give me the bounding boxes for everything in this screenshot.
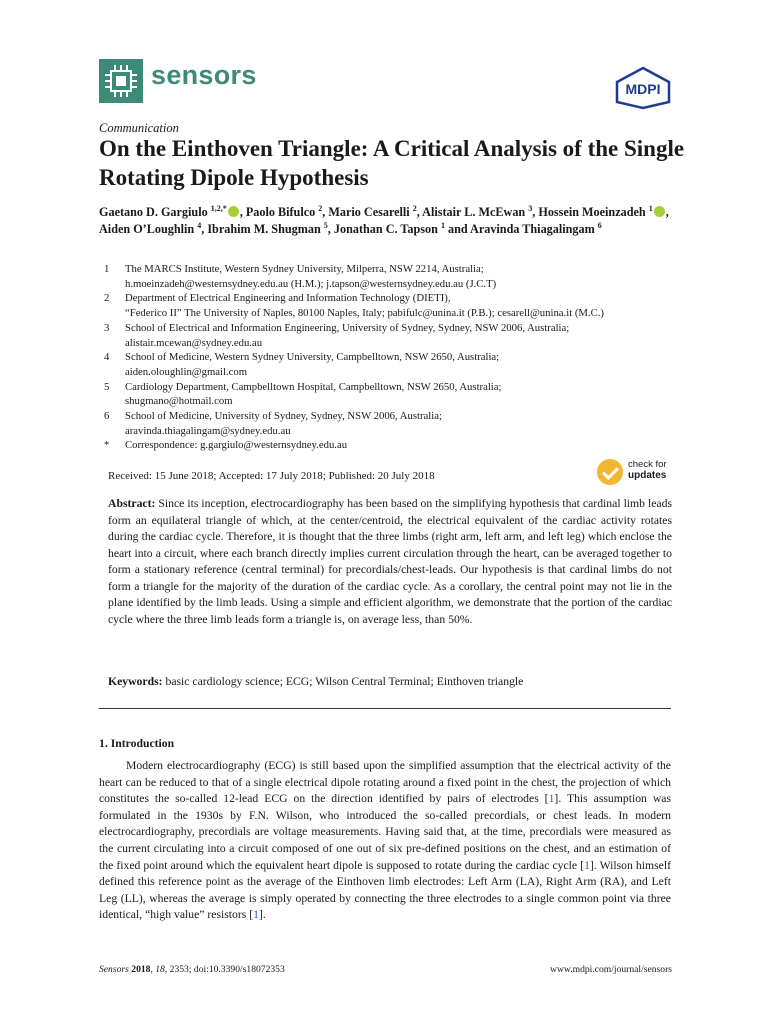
check-updates-line2: updates: [628, 470, 667, 481]
abstract-text: Since its inception, electrocardiography has been based on the simplifying hypothesis that cardinal limb leads form an equilateral triangle of which, at the center/centroid, the electrical equivalent of the cardiac activity rotates during the cardiac cycle. Therefore, it is thought that the three limbs (right arm, left arm, and left leg) which enclose the heart into a circuit, where each branch directly implies current circulation through the heart, can be averaged together to form a stationary reference (central terminal) for precordials/chest-leads. Our hypothesis is that cardinal limbs do not form a triangle for the majority of the duration of the cardiac cycle. As a corollary, the central point may not lie in the plane identified by the limb leads. Using a simple and efficient algorithm, we demonstrate that the portion of the cardiac cycle where the three limb leads form a triangle is, on average less, than 50%.: [108, 497, 673, 626]
affiliation-line: Cardiology Department, Campbelltown Hospital, Campbelltown, NSW 2650, Australia;: [125, 380, 502, 393]
author-list: [99, 204, 679, 238]
author-separator: ,: [239, 205, 246, 219]
publication-dates: Received: 15 June 2018; Accepted: 17 July 2018; Published: 20 July 2018: [108, 470, 435, 482]
citation-link[interactable]: 1: [584, 858, 590, 872]
orcid-icon[interactable]: [654, 206, 665, 217]
author-name[interactable]: Ibrahim M. Shugman: [207, 222, 321, 236]
check-for-updates-badge[interactable]: [597, 457, 675, 487]
author-affiliation-sup: 1: [440, 220, 445, 230]
author-name[interactable]: Jonathan C. Tapson: [333, 222, 438, 236]
author-name[interactable]: Hossein Moeinzadeh: [538, 205, 646, 219]
citation-link[interactable]: 1: [253, 908, 260, 922]
affiliation-line: h.moeinzadeh@westernsydney.edu.au (H.M.); j.tapson@westernsydney.edu.au (J.C.T): [125, 277, 497, 290]
keywords-text: basic cardiology science; ECG; Wilson Central Terminal; Einthoven triangle: [165, 675, 524, 688]
mdpi-logo: [613, 66, 673, 110]
section-title: Introduction: [110, 737, 175, 750]
article-title: On the Einthoven Triangle: A Critical Analysis of the Single Rotating Dipole Hypothesis: [99, 136, 685, 190]
author-affiliation-sup: 2: [412, 203, 417, 213]
article-type: Communication: [99, 121, 179, 135]
affiliation-line: shugmano@hotmail.com: [125, 395, 233, 408]
footer-doi: , 2353; doi:10.3390/s18072353: [164, 964, 285, 975]
check-updates-line1: check for: [628, 459, 667, 470]
affiliation-line: Correspondence: g.gargiulo@westernsydney.edu.au: [125, 439, 348, 452]
affiliation-item: [99, 438, 679, 453]
affiliation-line: aravinda.thiagalingam@sydney.edu.au: [125, 424, 291, 437]
affiliation-line: alistair.mcewan@sydney.edu.au: [125, 336, 263, 349]
affiliation-line: Department of Electrical Engineering and Information Technology (DIETI),: [125, 292, 451, 305]
author-separator: ,: [665, 205, 669, 219]
intro-text: Modern electrocardiography (ECG) is still based upon the simplified assumption that the electrical activity of the heart can be reduced to that of a single electrical dipole rotating around a fixed point in the chest, the projection of which constitutes the so-called 12-lead ECG on the direction identified by pairs of electrodes [: [99, 759, 671, 806]
author-name[interactable]: Alistair L. McEwan: [422, 205, 526, 219]
intro-paragraph: [99, 758, 671, 924]
affiliation-line: School of Electrical and Information Engineering, University of Sydney, Sydney, NSW 2006, Australia;: [125, 321, 570, 334]
author-separator: ,: [532, 205, 539, 219]
affiliation-number: 4: [104, 351, 110, 364]
affiliation-line: aiden.oloughlin@gmail.com: [125, 365, 248, 378]
author-separator: ,: [201, 222, 208, 236]
affiliation-item: [99, 321, 679, 350]
author-affiliation-sup: 5: [323, 220, 328, 230]
affiliation-line: School of Medicine, University of Sydney, Sydney, NSW 2006, Australia;: [125, 410, 442, 423]
citation-link[interactable]: 1: [548, 792, 555, 806]
author-separator: ,: [327, 222, 334, 236]
affiliation-item: [99, 262, 679, 291]
affiliation-line: “Federico II” The University of Naples, 80100 Naples, Italy; pabifulc@unina.it (P.B.); cesarell@unina.it (M.C.): [125, 307, 604, 320]
chip-icon: [99, 59, 143, 103]
keywords-label: Keywords:: [108, 675, 163, 688]
intro-text: ]. Wilson himself defined this reference point as the average of the Einthoven limb electrodes: Left Arm (LA), Right Arm (RA), and Left Leg (LL), whereas the average is simply operated by connecting the three electrodes to a single common point via three identical, “high value” resistors [: [99, 858, 671, 922]
author-affiliation-sup: 1: [648, 203, 653, 213]
author-affiliation-sup: 2: [318, 203, 323, 213]
author-separator: and: [444, 222, 471, 236]
keywords: [108, 675, 672, 688]
section-heading: [99, 737, 174, 750]
author-affiliation-sup: 1,2,*: [210, 203, 227, 213]
affiliation-number: 3: [104, 321, 110, 334]
affiliation-line: School of Medicine, Western Sydney University, Campbelltown, NSW 2650, Australia;: [125, 351, 500, 364]
author-affiliation-sup: 4: [197, 220, 202, 230]
affiliation-number: *: [104, 439, 110, 452]
affiliation-item: [99, 291, 679, 320]
divider: [99, 708, 671, 709]
author-name[interactable]: Aiden O’Loughlin: [99, 222, 195, 236]
affiliation-number: 1: [104, 263, 110, 275]
footer-journal: Sensors: [99, 964, 129, 975]
affiliation-item: [99, 409, 679, 438]
author-name[interactable]: Paolo Bifulco: [245, 205, 316, 219]
affiliation-item: [99, 380, 679, 409]
mdpi-logo-text: MDPI: [625, 81, 661, 97]
citation-footer: Sensors 2018, 18, 2353; doi:10.3390/s18072353: [99, 964, 285, 975]
footer-year: 2018: [131, 964, 151, 975]
affiliations: [99, 262, 679, 453]
section-number: 1.: [99, 737, 108, 750]
journal-name: sensors: [151, 60, 257, 90]
abstract: [108, 496, 672, 628]
author-name[interactable]: Gaetano D. Gargiulo: [99, 205, 208, 219]
intro-text: ]. This assumption was formulated in the 1930s by F.N. Wilson, who introduced the so-called precordials, or chest leads. In modern electrocardiography, precordials are voltage measurements. Having said that, at the time, precordials were measured as the current circulating into a circuit composed of one out of six pre-defined positions on the chest, and an estimation of the fixed point around which the equivalent heart dipole is supposed to rotate during the cardiac cycle [: [99, 792, 671, 872]
affiliation-line: The MARCS Institute, Western Sydney University, Milperra, NSW 2214, Australia;: [125, 263, 484, 275]
author-separator: ,: [416, 205, 423, 219]
affiliation-number: 5: [104, 380, 110, 393]
author-name[interactable]: Mario Cesarelli: [328, 205, 410, 219]
footer-volume: 18: [155, 964, 165, 975]
author-name[interactable]: Aravinda Thiagalingam: [470, 222, 595, 236]
author-affiliation-sup: 6: [597, 220, 602, 230]
orcid-icon[interactable]: [228, 206, 239, 217]
author-affiliation-sup: 3: [528, 203, 533, 213]
affiliation-item: [99, 350, 679, 379]
affiliation-number: 6: [104, 410, 110, 423]
intro-text: ].: [259, 908, 266, 922]
author-separator: ,: [322, 205, 329, 219]
journal-url[interactable]: www.mdpi.com/journal/sensors: [550, 964, 672, 975]
affiliation-number: 2: [104, 292, 110, 305]
abstract-label: Abstract:: [108, 497, 156, 510]
journal-logo: [99, 59, 143, 103]
checkmark-icon: [597, 459, 623, 485]
